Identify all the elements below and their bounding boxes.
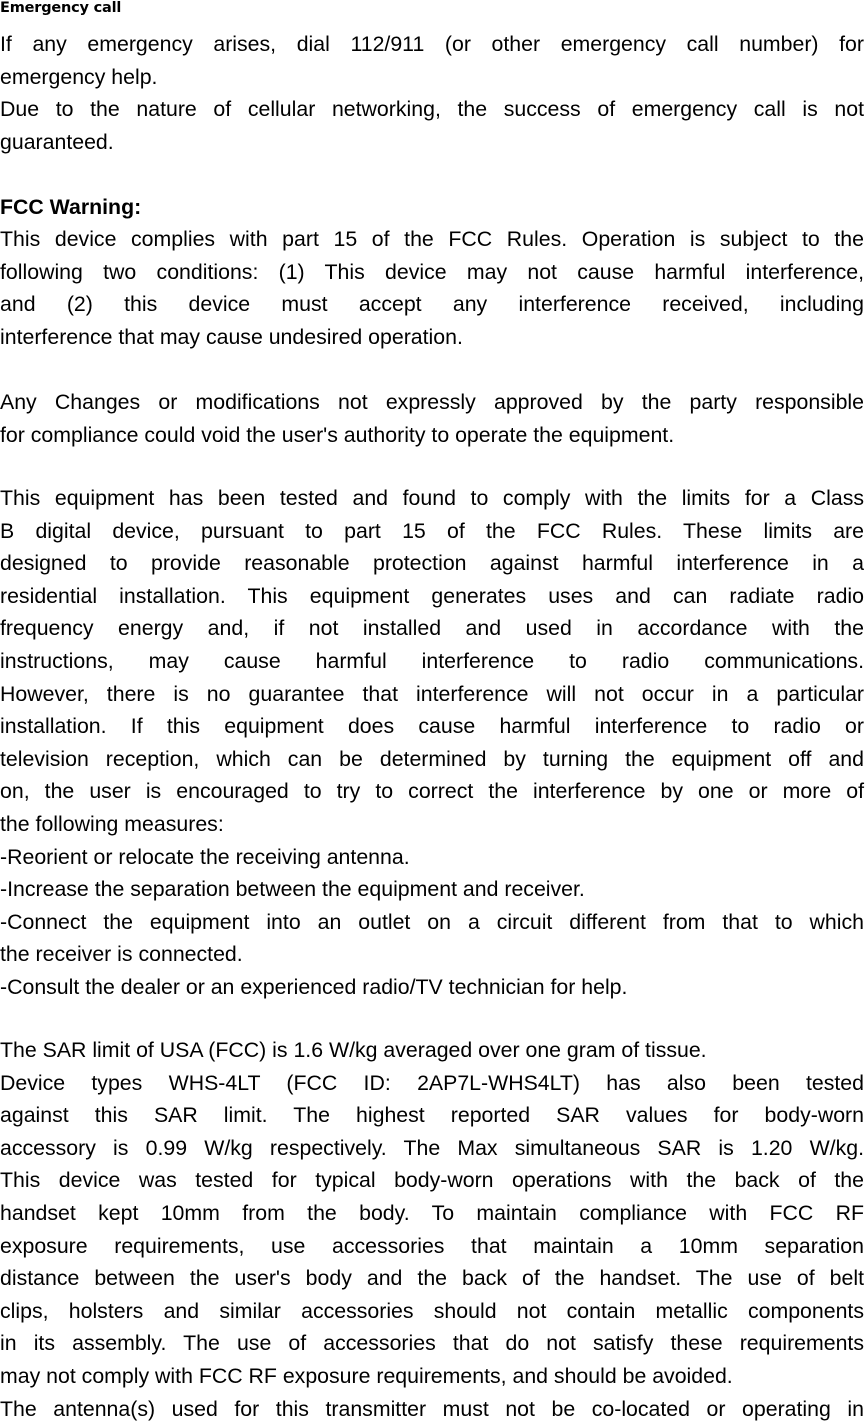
text-line: and (2) this device must accept any interference received, including — [0, 292, 864, 317]
text-line: on, the user is encouraged to try to correct the interference by one or more of — [0, 779, 864, 804]
text-line: guaranteed. — [0, 129, 114, 154]
text-line: distance between the user's body and the back of the handset. The use of belt — [0, 1266, 864, 1291]
text-line: television reception, which can be determined by turning the equipment off and — [0, 746, 864, 771]
text-line: The antenna(s) used for this transmitter must not be co-located or operating in — [0, 1396, 864, 1421]
fcc-heading: FCC Warning: — [0, 195, 142, 219]
text-line: Due to the nature of cellular networking, the success of emergency call is not — [0, 97, 864, 121]
fcc-paragraph-1 — [0, 223, 864, 353]
text-line: clips, holsters and similar accessories should not contain metallic components — [0, 1298, 864, 1323]
measure-item: -Increase the separation between the equipment and receiver. — [0, 877, 585, 902]
measure-item: -Connect the equipment into an outlet on a circuit different from that to which — [0, 909, 864, 934]
text-line: may not comply with FCC RF exposure requirements, and should be avoided. — [0, 1363, 733, 1388]
sar-paragraph — [0, 1034, 864, 1425]
fcc-paragraph-2 — [0, 386, 864, 451]
section-title: Emergency call — [0, 0, 122, 16]
text-line: This equipment has been tested and found to comply with the limits for a Class — [0, 486, 864, 510]
text-line: B digital device, pursuant to part 15 of the FCC Rules. These limits are — [0, 518, 864, 543]
text-line: against this SAR limit. The highest reported SAR values for body-worn — [0, 1103, 864, 1128]
text-line: This device complies with part 15 of the FCC Rules. Operation is subject to the — [0, 227, 864, 251]
text-line: in its assembly. The use of accessories that do not satisfy these requirements — [0, 1331, 864, 1356]
text-line: for compliance could void the user's authority to operate the equipment. — [0, 422, 675, 447]
measure-item-continued: the receiver is connected. — [0, 942, 243, 967]
fcc-paragraph-3 — [0, 482, 864, 1004]
text-line: installation. If this equipment does cause harmful interference to radio or — [0, 714, 864, 739]
text-line: designed to provide reasonable protection against harmful interference in a — [0, 551, 864, 576]
text-line: Device types WHS-4LT (FCC ID: 2AP7L-WHS4LT) has also been tested — [0, 1070, 864, 1095]
text-line: Any Changes or modifications not expressly approved by the party responsible — [0, 390, 864, 414]
text-line: following two conditions: (1) This device may not cause harmful interference, — [0, 259, 864, 284]
text-line: emergency help. — [0, 64, 158, 89]
text-line: accessory is 0.99 W/kg respectively. The Max simultaneous SAR is 1.20 W/kg. — [0, 1135, 864, 1160]
text-line: handset kept 10mm from the body. To maintain compliance with FCC RF — [0, 1200, 864, 1225]
text-line: residential installation. This equipment generates uses and can radiate radio — [0, 583, 864, 608]
emergency-paragraph-1 — [0, 28, 864, 93]
measure-item: -Consult the dealer or an experienced radio/TV technician for help. — [0, 974, 628, 999]
text-line: If any emergency arises, dial 112/911 (or other emergency call number) for — [0, 32, 864, 56]
text-line: However, there is no guarantee that interference will not occur in a particular — [0, 681, 864, 706]
text-line: instructions, may cause harmful interference to radio communications. — [0, 648, 864, 673]
text-line: This device was tested for typical body-worn operations with the back of the — [0, 1168, 864, 1193]
emergency-paragraph-2 — [0, 93, 864, 158]
text-line: The SAR limit of USA (FCC) is 1.6 W/kg averaged over one gram of tissue. — [0, 1038, 707, 1062]
text-line: interference that may cause undesired operation. — [0, 324, 463, 349]
text-line: exposure requirements, use accessories that maintain a 10mm separation — [0, 1233, 864, 1258]
measure-item: -Reorient or relocate the receiving antenna. — [0, 844, 410, 869]
text-line: the following measures: — [0, 811, 224, 836]
text-line: frequency energy and, if not installed and used in accordance with the — [0, 616, 864, 641]
